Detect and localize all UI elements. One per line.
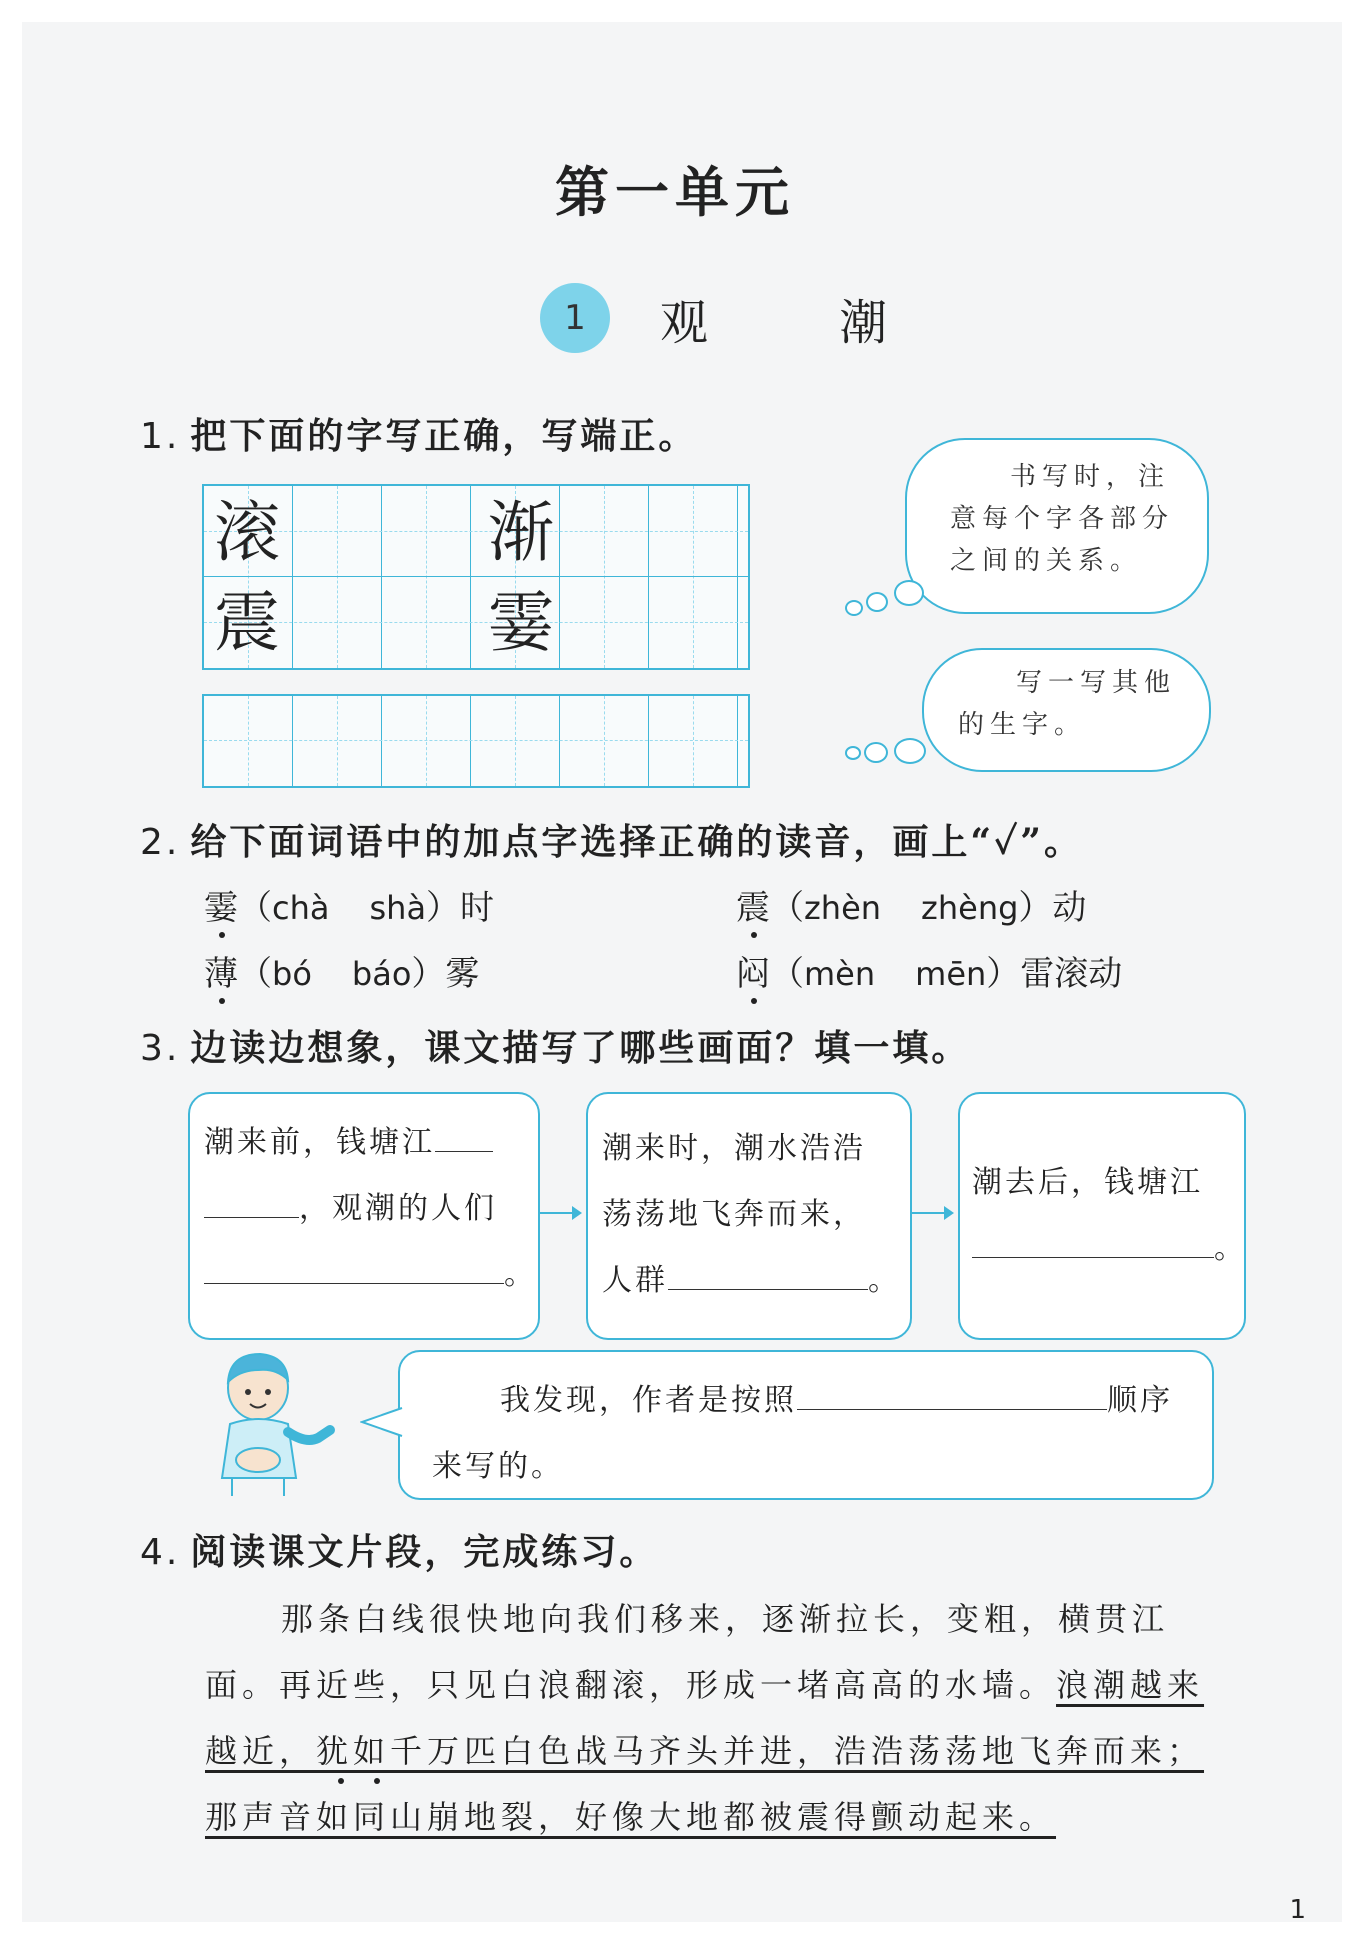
pinyin-item: 闷（mèn mēn）雷滚动	[736, 954, 1123, 994]
emphasis-dot	[751, 998, 757, 1004]
model-char: 渐	[488, 494, 554, 571]
answer-blank[interactable]	[204, 1187, 299, 1218]
page-number: 1	[1289, 1895, 1306, 1925]
question-text: 边读边想象，课文描写了哪些画面？填一填。	[190, 1027, 971, 1069]
answer-blank[interactable]	[797, 1379, 1107, 1410]
thought-bubble	[894, 738, 926, 764]
scene-text-before: 潮来前，钱塘江 ，观潮的人们 。	[204, 1110, 537, 1308]
passage-line: 面。再近些，只见白浪翻滚，形成一堵高高的水墙。浪潮越来	[205, 1666, 1205, 1704]
model-char: 霎	[488, 584, 554, 661]
thought-bubble	[894, 580, 924, 606]
question-3	[140, 1020, 970, 1071]
lesson-header	[540, 278, 945, 358]
pinyin-option[interactable]: shà	[369, 889, 427, 927]
thought-bubble	[845, 600, 863, 616]
tip-text-1: 书写时，注 意每个字各部分 之间的关系。	[950, 462, 1175, 576]
dotted-char: 闷	[736, 954, 770, 994]
pinyin-option[interactable]: chà	[272, 889, 330, 927]
model-char: 滚	[214, 494, 280, 571]
thought-bubble	[864, 742, 888, 763]
answer-blank[interactable]	[972, 1227, 1214, 1258]
emphasis-dot	[219, 998, 225, 1004]
pinyin-option[interactable]: báo	[351, 955, 412, 993]
arrow-right-icon	[912, 1212, 952, 1214]
writing-grid-2[interactable]	[202, 694, 750, 788]
pinyin-option[interactable]: mēn	[915, 955, 987, 993]
pinyin-option[interactable]: zhèng	[921, 889, 1019, 927]
scene-text-during: 潮来时，潮水浩浩 荡荡地飞奔而来， 人群 。	[602, 1131, 901, 1298]
question-number: 4.	[140, 1532, 181, 1573]
underlined-text: 那声音如同山崩地裂，好像大地都被震得颤动起来。	[205, 1798, 1057, 1836]
question-2	[140, 814, 1083, 865]
underlined-text: 越近，犹如千万匹白色战马齐头并进，浩浩荡荡地飞奔而来；	[205, 1732, 1205, 1770]
arrow-right-icon	[540, 1212, 580, 1214]
boy-illustration	[210, 1348, 350, 1498]
answer-blank[interactable]	[435, 1121, 493, 1152]
emphasis-dot	[338, 1778, 344, 1784]
unit-title: 第一单元	[555, 160, 795, 224]
question-4	[140, 1524, 658, 1575]
model-char: 震	[214, 584, 280, 661]
question-number: 2.	[140, 822, 181, 863]
question-1	[140, 408, 697, 459]
pinyin-item: 震（zhèn zhèng）动	[736, 888, 1087, 928]
answer-blank[interactable]	[204, 1253, 504, 1284]
question-text: 给下面词语中的加点字选择正确的读音，画上“✓”。	[190, 821, 1083, 863]
lesson-number-badge: 1	[540, 283, 610, 353]
speech-tail	[360, 1404, 404, 1440]
lesson-title: 观 潮	[660, 294, 946, 351]
pinyin-option[interactable]: mèn	[804, 955, 876, 993]
dotted-char: 薄	[204, 954, 238, 994]
thought-bubble	[866, 592, 888, 612]
pinyin-item: 霎（chà shà）时	[204, 888, 495, 928]
scene-text-after: 潮去后，钱塘江 。	[972, 1165, 1247, 1266]
thought-bubble	[845, 746, 861, 760]
discovery-text: 我发现，作者是按照 顺序 来写的。	[432, 1368, 1173, 1500]
pinyin-item: 薄（bó báo）雾	[204, 954, 480, 994]
dotted-char: 霎	[204, 888, 238, 928]
question-text: 阅读课文片段，完成练习。	[190, 1531, 659, 1573]
question-text: 把下面的字写正确，写端正。	[190, 415, 698, 457]
emphasis-dot	[751, 932, 757, 938]
dotted-char: 震	[736, 888, 770, 928]
underlined-text: 浪潮越来	[1056, 1666, 1205, 1704]
reading-passage	[205, 1586, 1245, 1850]
question-number: 3.	[140, 1028, 181, 1069]
emphasis-dot	[374, 1778, 380, 1784]
emphasis-dot	[219, 932, 225, 938]
answer-blank[interactable]	[668, 1259, 868, 1290]
question-number: 1.	[140, 416, 181, 457]
writing-grid-1[interactable]	[202, 484, 750, 670]
pinyin-option[interactable]: zhèn	[804, 889, 882, 927]
passage-line: 那条白线很快地向我们移来，逐渐拉长，变粗，横贯江	[281, 1600, 1170, 1638]
pinyin-option[interactable]: bó	[272, 955, 312, 993]
tip-text-2: 写一写其他 的生字。	[958, 668, 1177, 740]
